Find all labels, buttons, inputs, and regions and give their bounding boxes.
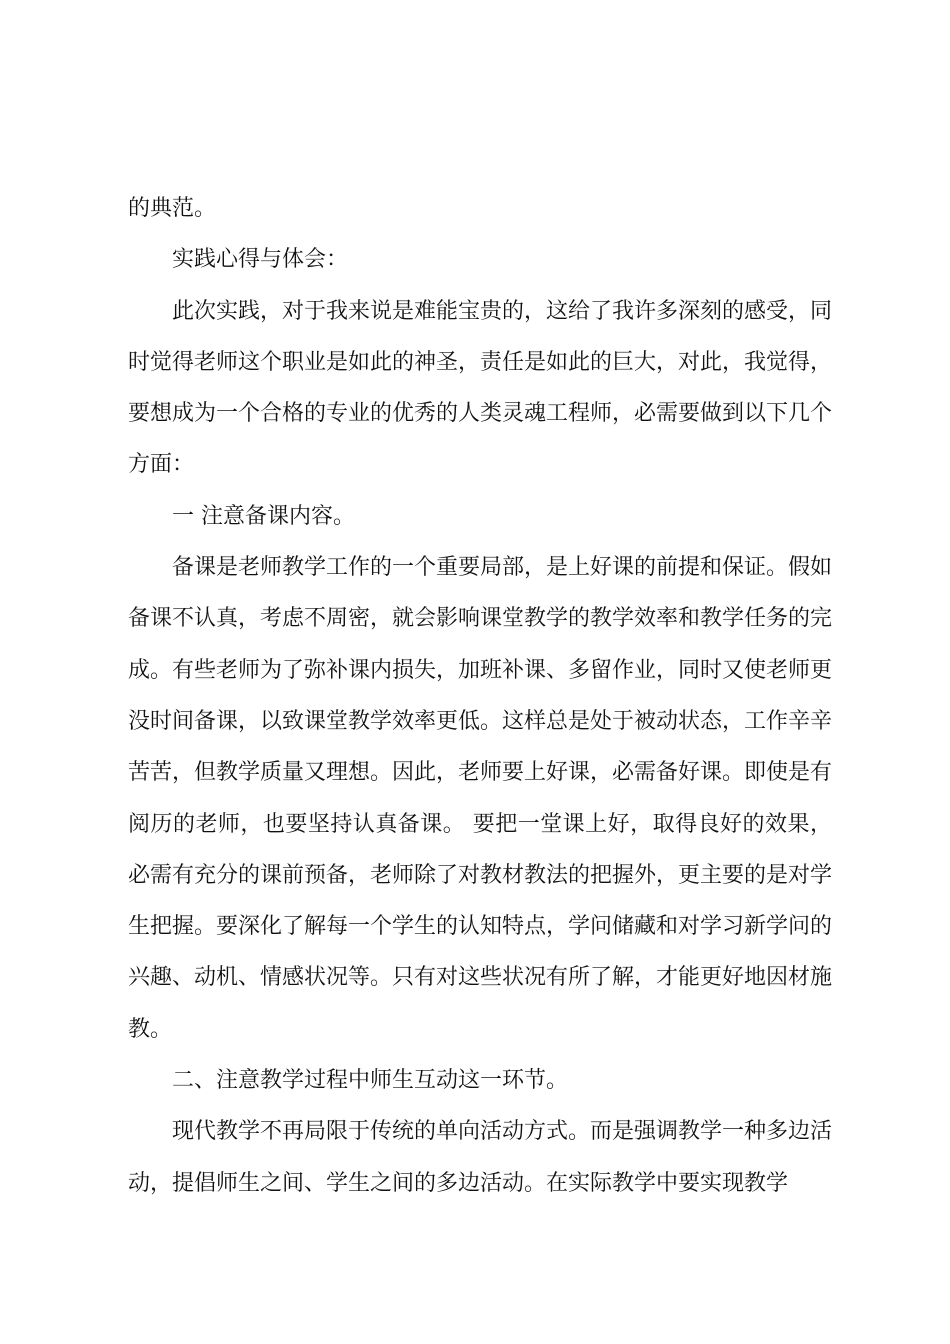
paragraph-intro: 此次实践，对于我来说是难能宝贵的，这给了我许多深刻的感受，同时觉得老师这个职业是如此的神圣，责任是如此的巨大，对此，我觉得，要想成为一个合格的专业的优秀的人类灵魂工程师，必需要做到以下几个方面： — [128, 298, 833, 478]
paragraph-section-one-body: 备课是老师教学工作的一个重要局部，是上好课的前提和保证。假如备课不认真，考虑不周密，就会影响课堂教学的教学效率和教学任务的完成。有些老师为了弥补课内损失，加班补课、多留作业，同时又使老师更没时间备课，以致课堂教学效率更低。这样总是处于被动状态，工作辛辛苦苦，但教学质量又理想。因此，老师要上好课，必需备好课。即使是有阅历的老师，也要坚持认真备课。 要把一堂课上好，取得良好的效果，必需有充分的课前预备，老师除了对教材教法的把握外，更主要的是对学生把握。要深化了解每一个学生的认知特点，学问储藏和对学习新学问的兴趣、动机、情感状况等。只有对这些状况有所了解，才能更好地因材施教。 — [128, 555, 833, 1042]
paragraph-section-one-heading: 一 注意备课内容。 — [172, 503, 355, 529]
paragraph-heading-practice: 实践心得与体会： — [172, 247, 349, 273]
paragraph-continuation: 的典范。 — [128, 196, 217, 221]
paragraph-section-two-heading: 二、注意教学过程中师生互动这一环节。 — [172, 1068, 569, 1094]
document-body — [128, 183, 832, 1209]
paragraph-section-two-body: 现代教学不再局限于传统的单向活动方式。而是强调教学一种多边活动，提倡师生之间、学生之间的多边活动。在实际教学中要实现教学 — [128, 1119, 833, 1196]
